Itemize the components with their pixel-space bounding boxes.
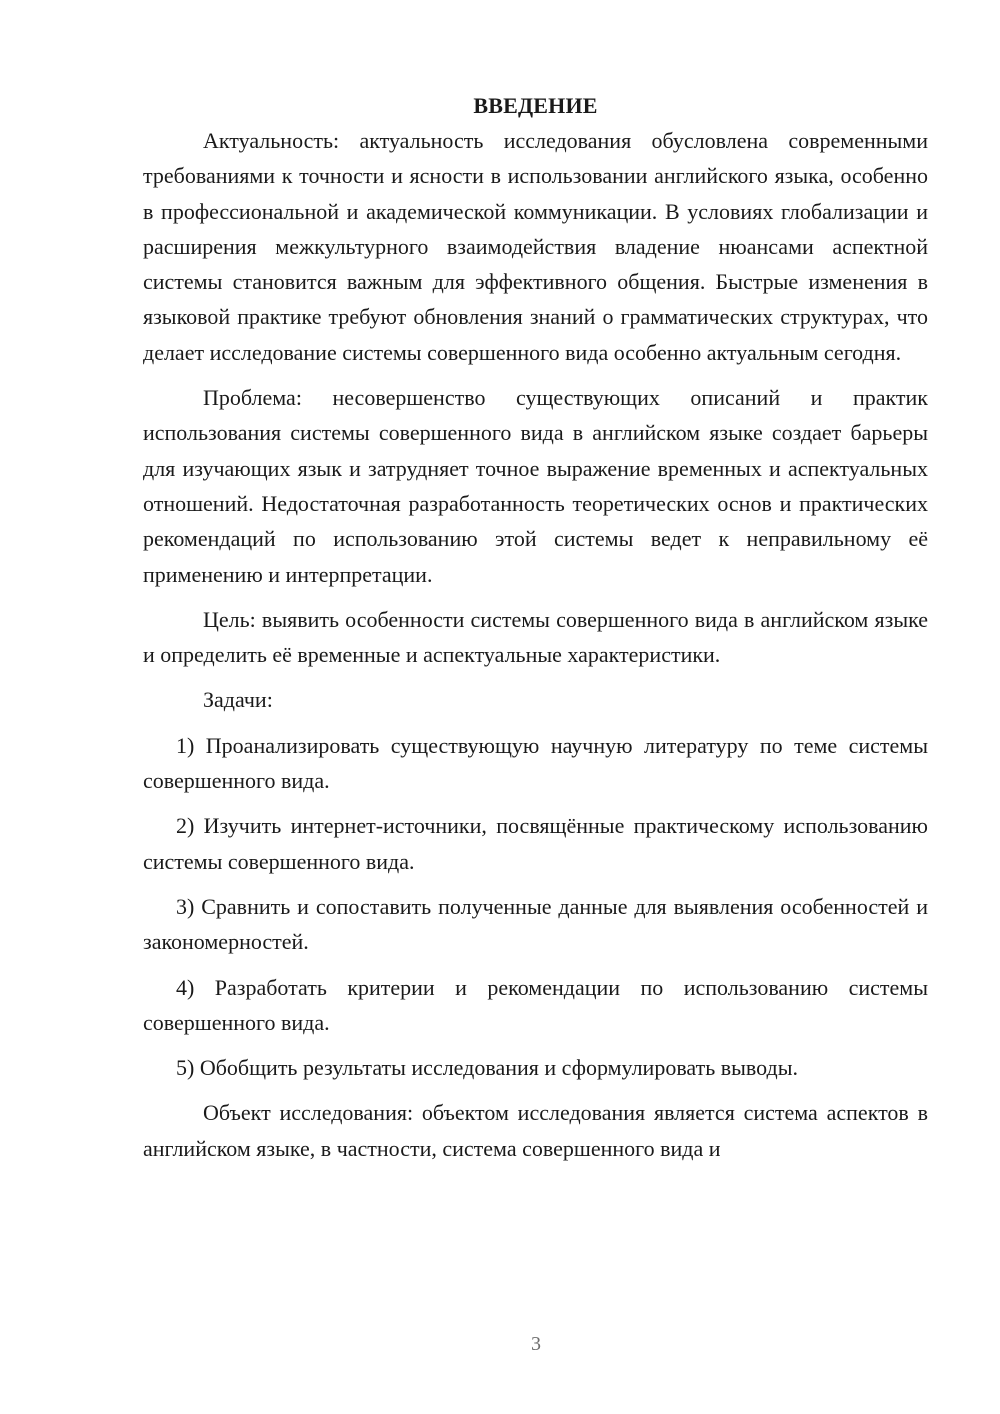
task-item-1: 1) Проанализировать существующую научную литературу по теме системы совершенного вида. bbox=[143, 732, 928, 794]
section-heading: ВВЕДЕНИЕ bbox=[473, 93, 598, 118]
object-paragraph: Объект исследования: объектом исследования является система аспектов в английском языке, в частности, система совершенного вида и bbox=[143, 1100, 928, 1161]
task-item-4: 4) Разработать критерии и рекомендации по использованию системы совершенного вида. bbox=[143, 974, 928, 1035]
tasks-label: Задачи: bbox=[203, 687, 273, 713]
page-number: 3 bbox=[531, 1333, 541, 1355]
task-item-3: 3) Сравнить и сопоставить полученные данные для выявления особенностей и закономерностей. bbox=[143, 893, 928, 955]
task-item-5: 5) Обобщить результаты исследования и сформулировать выводы. bbox=[176, 1055, 799, 1081]
goal-paragraph: Цель: выявить особенности системы совершенного вида в английском языке и определить её временные и аспектуальные характеристики. bbox=[143, 606, 928, 668]
page-content bbox=[143, 88, 928, 1166]
problem-paragraph: Проблема: несовершенство существующих описаний и практик использования системы совершенного вида в английском языке создает барьеры для изучающих язык и затрудняет точное выражение временных и аспектуальных отношений. Недостаточная разработанность теоретических основ и практических рекомендаций по использованию этой системы ведет к неправильному её применению и интерпретации. bbox=[143, 385, 928, 587]
task-item-2: 2) Изучить интернет-источники, посвящённые практическому использованию системы совершенного вида. bbox=[143, 813, 928, 874]
relevance-paragraph: Актуальность: актуальность исследования обусловлена современными требованиями к точности и ясности в использовании английского языка, особенно в профессиональной и академической коммуникации. В условиях глобализации и расширения межкультурного взаимодействия владение нюансами аспектной системы становится важным для эффективного общения. Быстрые изменения в языковой практике требуют обновления знаний о грамматических структурах, что делает исследование системы совершенного вида особенно актуальным сегодня. bbox=[143, 128, 928, 365]
